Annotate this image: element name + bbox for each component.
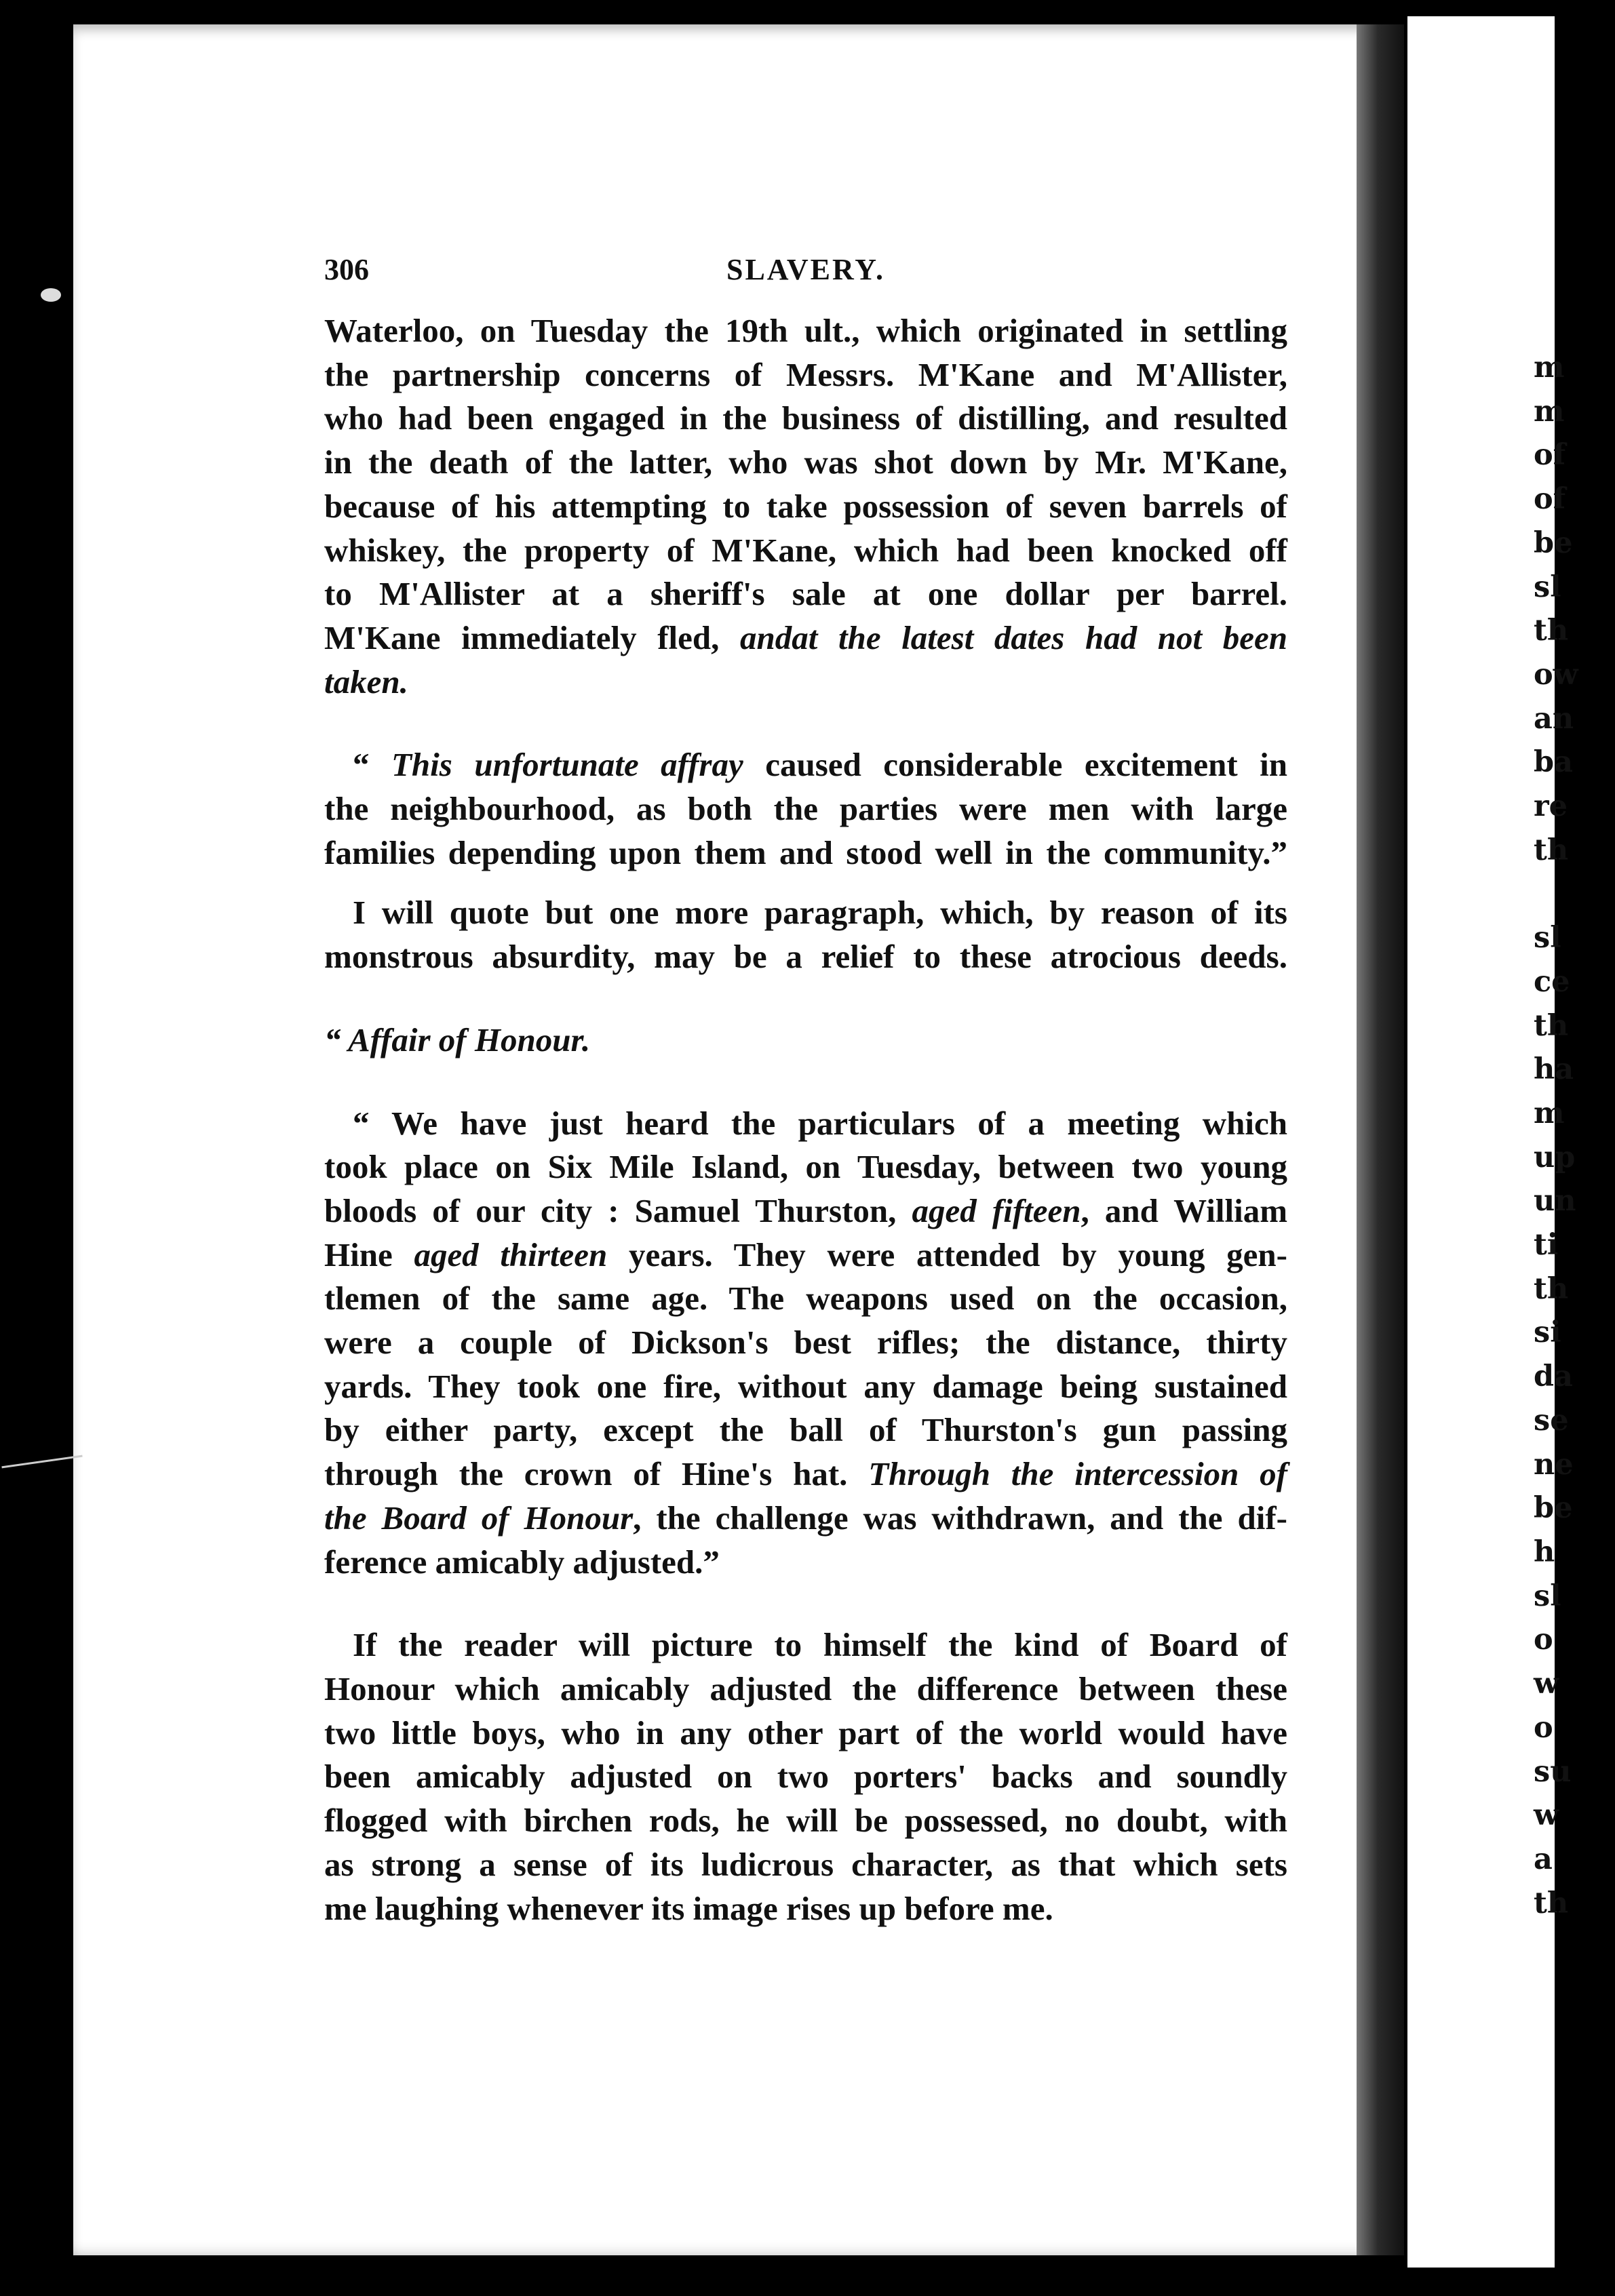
text-line: Waterloo, on Tuesday the 19th ult., which originated in settling (324, 312, 1287, 349)
paragraph-3 (324, 891, 1287, 935)
page-header (324, 252, 1287, 293)
open-quote: “ (324, 1021, 348, 1058)
text-line: took place on Six Mile Island, on Tuesday, between two young (324, 1148, 1287, 1186)
running-head: SLAVERY. (726, 253, 885, 286)
paragraph-4 (324, 1102, 1287, 1146)
book-gutter-shadow (1357, 24, 1404, 2255)
text-line: monstrous absurdity, may be a relief to these atrocious deeds. (324, 938, 1287, 976)
text-line: were a couple of Dickson's best rifles; the distance, thirty (324, 1324, 1287, 1362)
text-line: the partnership concerns of Messrs. M'Kane and M'Allister, (324, 355, 1287, 393)
text-line: tlemen of the same age. The weapons used on the occasion, (324, 1280, 1287, 1318)
italic-text: taken. (324, 662, 408, 700)
text-run: Hine (324, 1235, 414, 1273)
text-line: me laughing whenever its image rises up before me. (324, 1889, 1053, 1927)
text-line: “ We have just heard the particulars of a meeting which (353, 1104, 1287, 1142)
text-line: to M'Allister at a sheriff's sale at one dollar per barrel. (324, 575, 1287, 613)
facing-page-text-fragments: m m of of be sl th ow an ba re th sl ce th ha m up un ti th si da se ne be h sl o w o su w a th (1534, 351, 1578, 1920)
text-run: M'Kane immediately fled, (324, 618, 720, 656)
scan-hairline (1, 1455, 82, 1469)
text-line: ference amicably adjusted.” (324, 1543, 720, 1581)
text-line: who had been engaged in the business of distilling, and resulted (324, 399, 1287, 437)
text-line (324, 1452, 1287, 1497)
italic-text: aged thirteen (414, 1235, 608, 1273)
paragraph-3-cont (324, 935, 1287, 979)
text-line: whiskey, the property of M'Kane, which had been knocked off (324, 531, 1287, 569)
paragraph-2 (324, 743, 1287, 787)
text-line: two little boys, who in any other part of the world would have (324, 1714, 1287, 1751)
text-line: in the death of the latter, who was shot down by Mr. M'Kane, (324, 443, 1287, 481)
text-line (324, 660, 1287, 705)
text-line: flogged with birchen rods, he will be possessed, no doubt, with (324, 1802, 1287, 1840)
page-number: 306 (324, 253, 369, 286)
open-quote: “ (353, 746, 391, 784)
italic-text: aged fifteen (912, 1191, 1081, 1229)
scan-speck (41, 288, 61, 302)
section-title-text: Affair of Honour. (347, 1021, 591, 1058)
text-run: bloods of our city : Samuel Thurston, (324, 1191, 912, 1229)
text-line (324, 743, 1287, 787)
text-line: the neighbourhood, as both the parties were men with large (324, 790, 1287, 828)
section-title (324, 1018, 1287, 1063)
paragraph-2-cont (324, 787, 1287, 875)
text-run: , the challenge was withdrawn, and the dif- (633, 1499, 1287, 1537)
text-line: If the reader will picture to himself the kind of Board of (353, 1626, 1287, 1664)
italic-text: This unfortunate affray (391, 746, 743, 784)
text-run: caused considerable excitement in (743, 746, 1287, 784)
text-run: through the crown of Hine's hat. (324, 1455, 869, 1493)
text-line: been amicably adjusted on two porters' backs and soundly (324, 1758, 1287, 1796)
paragraph-5 (324, 1623, 1287, 1667)
paragraph-5-cont (324, 1667, 1287, 1931)
text-line: as strong a sense of its ludicrous character, as that which sets (324, 1845, 1287, 1883)
text-line (324, 1233, 1287, 1278)
page-body (324, 309, 1287, 1931)
text-line: by either party, except the ball of Thurston's gun passing (324, 1411, 1287, 1449)
text-line: families depending upon them and stood well in the community.” (324, 833, 1287, 871)
italic-text: andat the latest dates had not been (740, 618, 1288, 656)
text-line (324, 1189, 1287, 1233)
italic-text: Through the intercession of (868, 1455, 1287, 1493)
text-run: , and William (1081, 1191, 1288, 1229)
text-line (324, 1497, 1287, 1541)
text-line: yards. They took one fire, without any damage being sustained (324, 1367, 1287, 1405)
italic-text: the Board of Honour (324, 1499, 634, 1537)
text-line: because of his attempting to take possession of seven barrels of (324, 487, 1287, 525)
text-line: I will quote but one more paragraph, which, by reason of its (353, 894, 1287, 932)
text-line (324, 616, 1287, 660)
text-line: Honour which amicably adjusted the difference between these (324, 1669, 1287, 1707)
paragraph-4-cont (324, 1145, 1287, 1584)
text-run: years. They were attended by young gen- (607, 1235, 1287, 1273)
paragraph-1 (324, 309, 1287, 704)
facing-page-edge (1407, 16, 1578, 2268)
